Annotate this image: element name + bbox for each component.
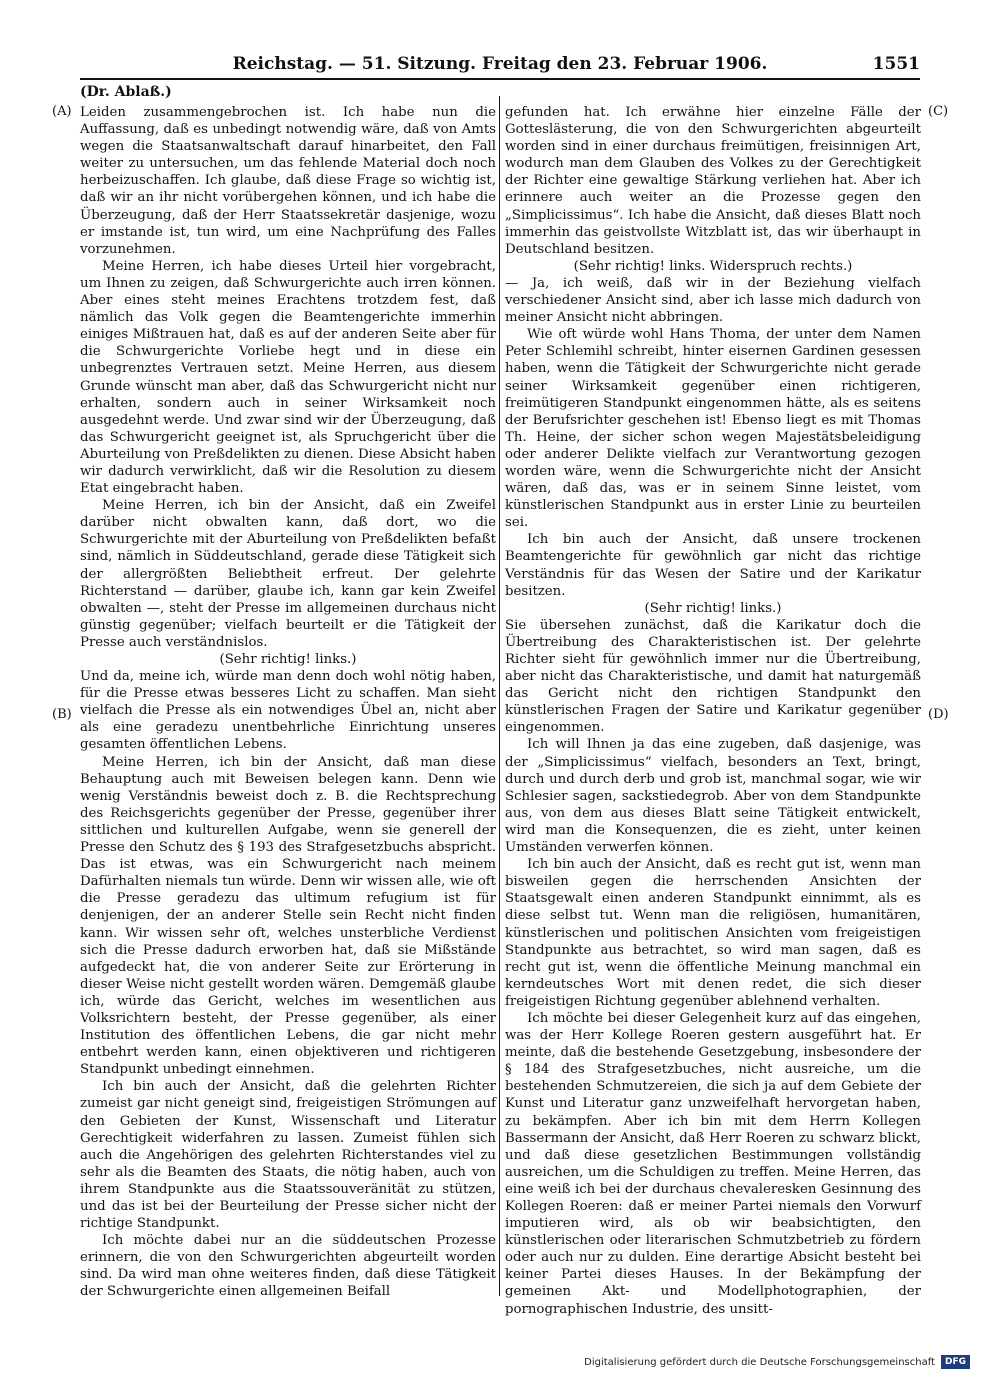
paragraph: Ich bin auch der Ansicht, daß es recht gut ist, wenn man bisweilen gegen die herrschenden Ansichten der Staatsgewalt einen anderen Standpunkt einnimmt, als es diese selbst tut. Wenn man die religiösen, humanitären, künstlerischen und politischen Ansichten vom freigeistigen Standpunkte aus betrachtet, so wird man sagen, daß es recht gut ist, wenn die öffentliche Meinung manchmal ein kerndeutsches Wort mit denen redet, die sich dieser freigeistigen Richtung gegenüber ablehnend verhalten. — [505, 857, 921, 1009]
right-column — [505, 104, 921, 1318]
paragraph: Leiden zusammengebrochen ist. Ich habe nun die Auffassung, daß es unbedingt notwendig wäre, daß von Amts wegen die Staatsanwaltschaft darauf hinarbeitet, den Fall weiter zu untersuchen, um das fehlende Material doch noch herbeizuschaffen. Ich glaube, daß diese Frage so wichtig ist, daß wir an ihr nicht vorübergehen können, und ich habe die Überzeugung, daß der Herr Staatssekretär dasjenige, wozu er imstande ist, tun wird, um eine Nachprüfung des Falles vorzunehmen. — [80, 105, 496, 257]
footer — [584, 1355, 970, 1369]
paragraph: Wie oft würde wohl Hans Thoma, der unter dem Namen Peter Schlemihl schreibt, hinter eisernen Gardinen gesessen haben, wenn die Tätigkeit der Schwurgerichte nicht gerade seiner Wirksamkeit gegenüber einen richtigeren, freimütigeren Standpunkt eingenommen hätte, als es seitens der Berufsrichter geschehen ist! Ebenso liegt es mit Thomas Th. Heine, der sicher schon wegen Majestätsbeleidigung oder anderer Delikte vielfach zur Verantwortung gezogen worden wäre, wenn die Schwurgerichte nicht der Ansicht wären, daß das, was er in seinem Sinne leistet, vom künstlerischen Standpunkt aus in erster Linie zu beurteilen sei. — [505, 327, 921, 531]
page-title: Reichstag. — 51. Sitzung. Freitag den 23. Februar 1906. — [232, 54, 768, 74]
paragraph: gefunden hat. Ich erwähne hier einzelne Fälle der Gotteslästerung, die von den Schwurgerichten abgeurteilt worden sind in einer durchaus freimütigen, freisinnigen Art, wodurch man dem Glauben des Volkes zu der Gerechtigkeit der Richter eine gewaltige Stärkung verliehen hat. Aber ich erinnere auch weiter an die Prozesse gegen den „Simplicissimus“. Ich habe die Ansicht, daß dieses Blatt noch immerhin das geistvollste Witzblatt ist, das wir überhaupt in Deutschland besitzen. — [505, 105, 921, 257]
margin-marker-a: (A) — [52, 104, 72, 119]
left-column — [80, 104, 496, 1301]
paragraph: Ich möchte dabei nur an die süddeutschen Prozesse erinnern, die von den Schwurgerichten abgeurteilt worden sind. Da wird man ohne weiteres finden, daß diese Tätigkeit der Schwurgerichte einen allgemeinen Beifall — [80, 1233, 496, 1300]
margin-marker-d: (D) — [928, 707, 949, 722]
margin-marker-b: (B) — [52, 707, 72, 722]
interjection: (Sehr richtig! links.) — [644, 600, 782, 616]
margin-marker-c: (C) — [928, 104, 949, 119]
paragraph: Meine Herren, ich habe dieses Urteil hier vorgebracht, um Ihnen zu zeigen, daß Schwurgerichte auch irren können. Aber eines steht meines Erachtens trotzdem fest, daß nämlich das Volk gegen die Beamtengerichte immerhin einiges Mißtrauen hat, daß es auf der anderen Seite aber für die Schwurgerichte Vorliebe hegt und in diese ein unbegrenztes Vertrauen setzt. Meine Herren, aus diesem Grunde wünscht man aber, daß das Schwurgericht nicht nur erhalten, sondern auch in seiner Wirksamkeit noch ausgedehnt werde. Und zwar sind wir der Überzeugung, daß das Schwurgericht geeignet ist, als Spruchgericht über die Aburteilung von Preßdelikten zu dienen. Diese Absicht haben wir dadurch verwirklicht, daß wir die Resolution zu diesem Etat eingebracht haben. — [80, 258, 496, 497]
paragraph: Meine Herren, ich bin der Ansicht, daß ein Zweifel darüber nicht obwalten kann, daß dort, wo die Schwurgerichte mit der Aburteilung von Preßdelikten befaßt sind, nämlich in Süddeutschland, gerade diese Tätigkeit sich der allergrößten Beliebtheit erfreut. Der gelehrte Richterstand — darüber, glaube ich, kann gar kein Zweifel obwalten —, steht der Presse im allgemeinen durchaus nicht günstig gegenüber; vielfach beurteilt er die Tätigkeit der Presse auch verständnislos. — [80, 498, 496, 650]
paragraph: Ich will Ihnen ja das eine zugeben, daß dasjenige, was der „Simplicissimus“ vielfach, besonders an Text, bringt, durch und durch derb und grob ist, manchmal sogar, wie wir Schlesier sagen, sackstiedegrob. Aber von dem Standpunkte aus, von dem aus dieses Blatt seine Tätigkeit entwickelt, wird man die Konsequenzen, die es zieht, unter keinen Umständen verwerfen können. — [505, 737, 921, 856]
page-number: 1551 — [872, 54, 920, 74]
footer-text: Digitalisierung gefördert durch die Deutsche Forschungsgemeinschaft — [584, 1356, 935, 1368]
dfg-logo-icon: DFG — [941, 1355, 970, 1369]
page-header — [80, 52, 920, 76]
paragraph: Ich bin auch der Ansicht, daß die gelehrten Richter zumeist gar nicht geneigt sind, freigeistigen Strömungen auf den Gebieten der Kunst, Wissenschaft und Literatur Gerechtigkeit widerfahren zu lassen. Zumeist fühlen sich auch die Angehörigen des gelehrten Richterstandes viel zu sehr als die Beamten des Staats, die nötig haben, auch von ihrem Standpunkte aus die Staatssouveränität zu stützen, und das ist bei der Beurteilung der Presse sicher nicht der richtige Standpunkt. — [80, 1079, 496, 1232]
header-rule — [80, 78, 920, 80]
column-divider — [499, 96, 500, 1296]
paragraph: Ich möchte bei dieser Gelegenheit kurz auf das eingehen, was der Herr Kollege Roeren gestern ausgeführt hat. Er meinte, daß die bestehende Gesetzgebung, insbesondere der § 184 des Strafgesetzbuches, nicht ausreiche, um die bestehenden Schmutzereien, die sich ja auf dem Gebiete der Kunst und Literatur ganz unzweifelhaft hervorgetan haben, zu bekämpfen. Aber ich bin mit dem Herrn Kollegen Bassermann der Ansicht, daß Herr Roeren zu schwarz blickt, und daß diese gesetzlichen Bestimmungen vollständig ausreichen, um die Schuldigen zu treffen. Meine Herren, das eine weiß ich bei der durchaus chevaleresken Gesinnung des Kollegen Roeren: daß er meiner Partei niemals den Vorwurf imputieren wird, als ob wir beabsichtigten, den künstlerischen oder literarischen Schmutzbetrieb zu fördern oder auch nur zu dulden. Eine derartige Absicht besteht bei keiner Partei dieses Hauses. In der Bekämpfung der gemeinen Akt- und Modellphotographien, der pornographischen Industrie, des unsitt- — [505, 1010, 921, 1317]
paragraph: Sie übersehen zunächst, daß die Karikatur doch die Übertreibung des Charakteristischen ist. Der gelehrte Richter sieht für gewöhnlich immer nur die Übertreibung, aber nicht das Charakteristische, und damit hat naturgemäß das Gericht nicht den richtigen Standpunkt den künstlerischen Fragen der Satire und Karikatur gegenüber eingenommen. — [505, 617, 921, 736]
speaker-note: (Dr. Ablaß.) — [80, 84, 172, 100]
interjection: (Sehr richtig! links. Widerspruch rechts.) — [573, 258, 853, 274]
interjection: (Sehr richtig! links.) — [219, 652, 357, 667]
paragraph: Ich bin auch der Ansicht, daß unsere trockenen Beamtengerichte für gewöhnlich gar nicht das richtige Verständnis für das Wesen der Satire und der Karikatur besitzen. — [505, 532, 921, 599]
paragraph: Und da, meine ich, würde man denn doch wohl nötig haben, für die Presse etwas besseres Licht zu schaffen. Man sieht vielfach die Presse als ein notwendiges Übel an, nicht aber als eine geradezu unentbehrliche Einrichtung unseres gesamten öffentlichen Lebens. — [80, 669, 496, 753]
paragraph: Meine Herren, ich bin der Ansicht, daß man diese Behauptung auch mit Beweisen belegen kann. Denn wie wenig Verständnis beweist doch z. B. die Rechtsprechung des Reichsgerichts gegenüber der Presse, gegenüber ihrer sittlichen und kulturellen Aufgabe, wenn sie generell der Presse den Schutz des § 193 des Strafgesetzbuchs abspricht. Das ist etwas, was ein Schwurgericht nach meinem Dafürhalten niemals tun würde. Denn wir wissen alle, wie oft die Presse geradezu das ultimum refugium ist für denjenigen, der an anderer Stelle sein Recht nicht finden kann. Wir wissen sehr oft, welches unsterbliche Verdienst sich die Presse dadurch erworben hat, daß sie Mißstände aufgedeckt hat, die von anderer Seite zur Erörterung in dieser Weise nicht gestellt worden wären. Demgemäß glaube ich, würde das Gericht, welches im wesentlichen aus Volksrichtern besteht, der Presse gegenüber, als einer Institution des öffentlichen Lebens, die gar nicht mehr entbehrt werden kann, einen objektiveren und richtigeren Standpunkt unbedingt einnehmen. — [80, 754, 496, 1078]
paragraph: — Ja, ich weiß, daß wir in der Beziehung vielfach verschiedener Ansicht sind, aber ich lasse mich dadurch von meiner Ansicht nicht abbringen. — [505, 275, 921, 326]
